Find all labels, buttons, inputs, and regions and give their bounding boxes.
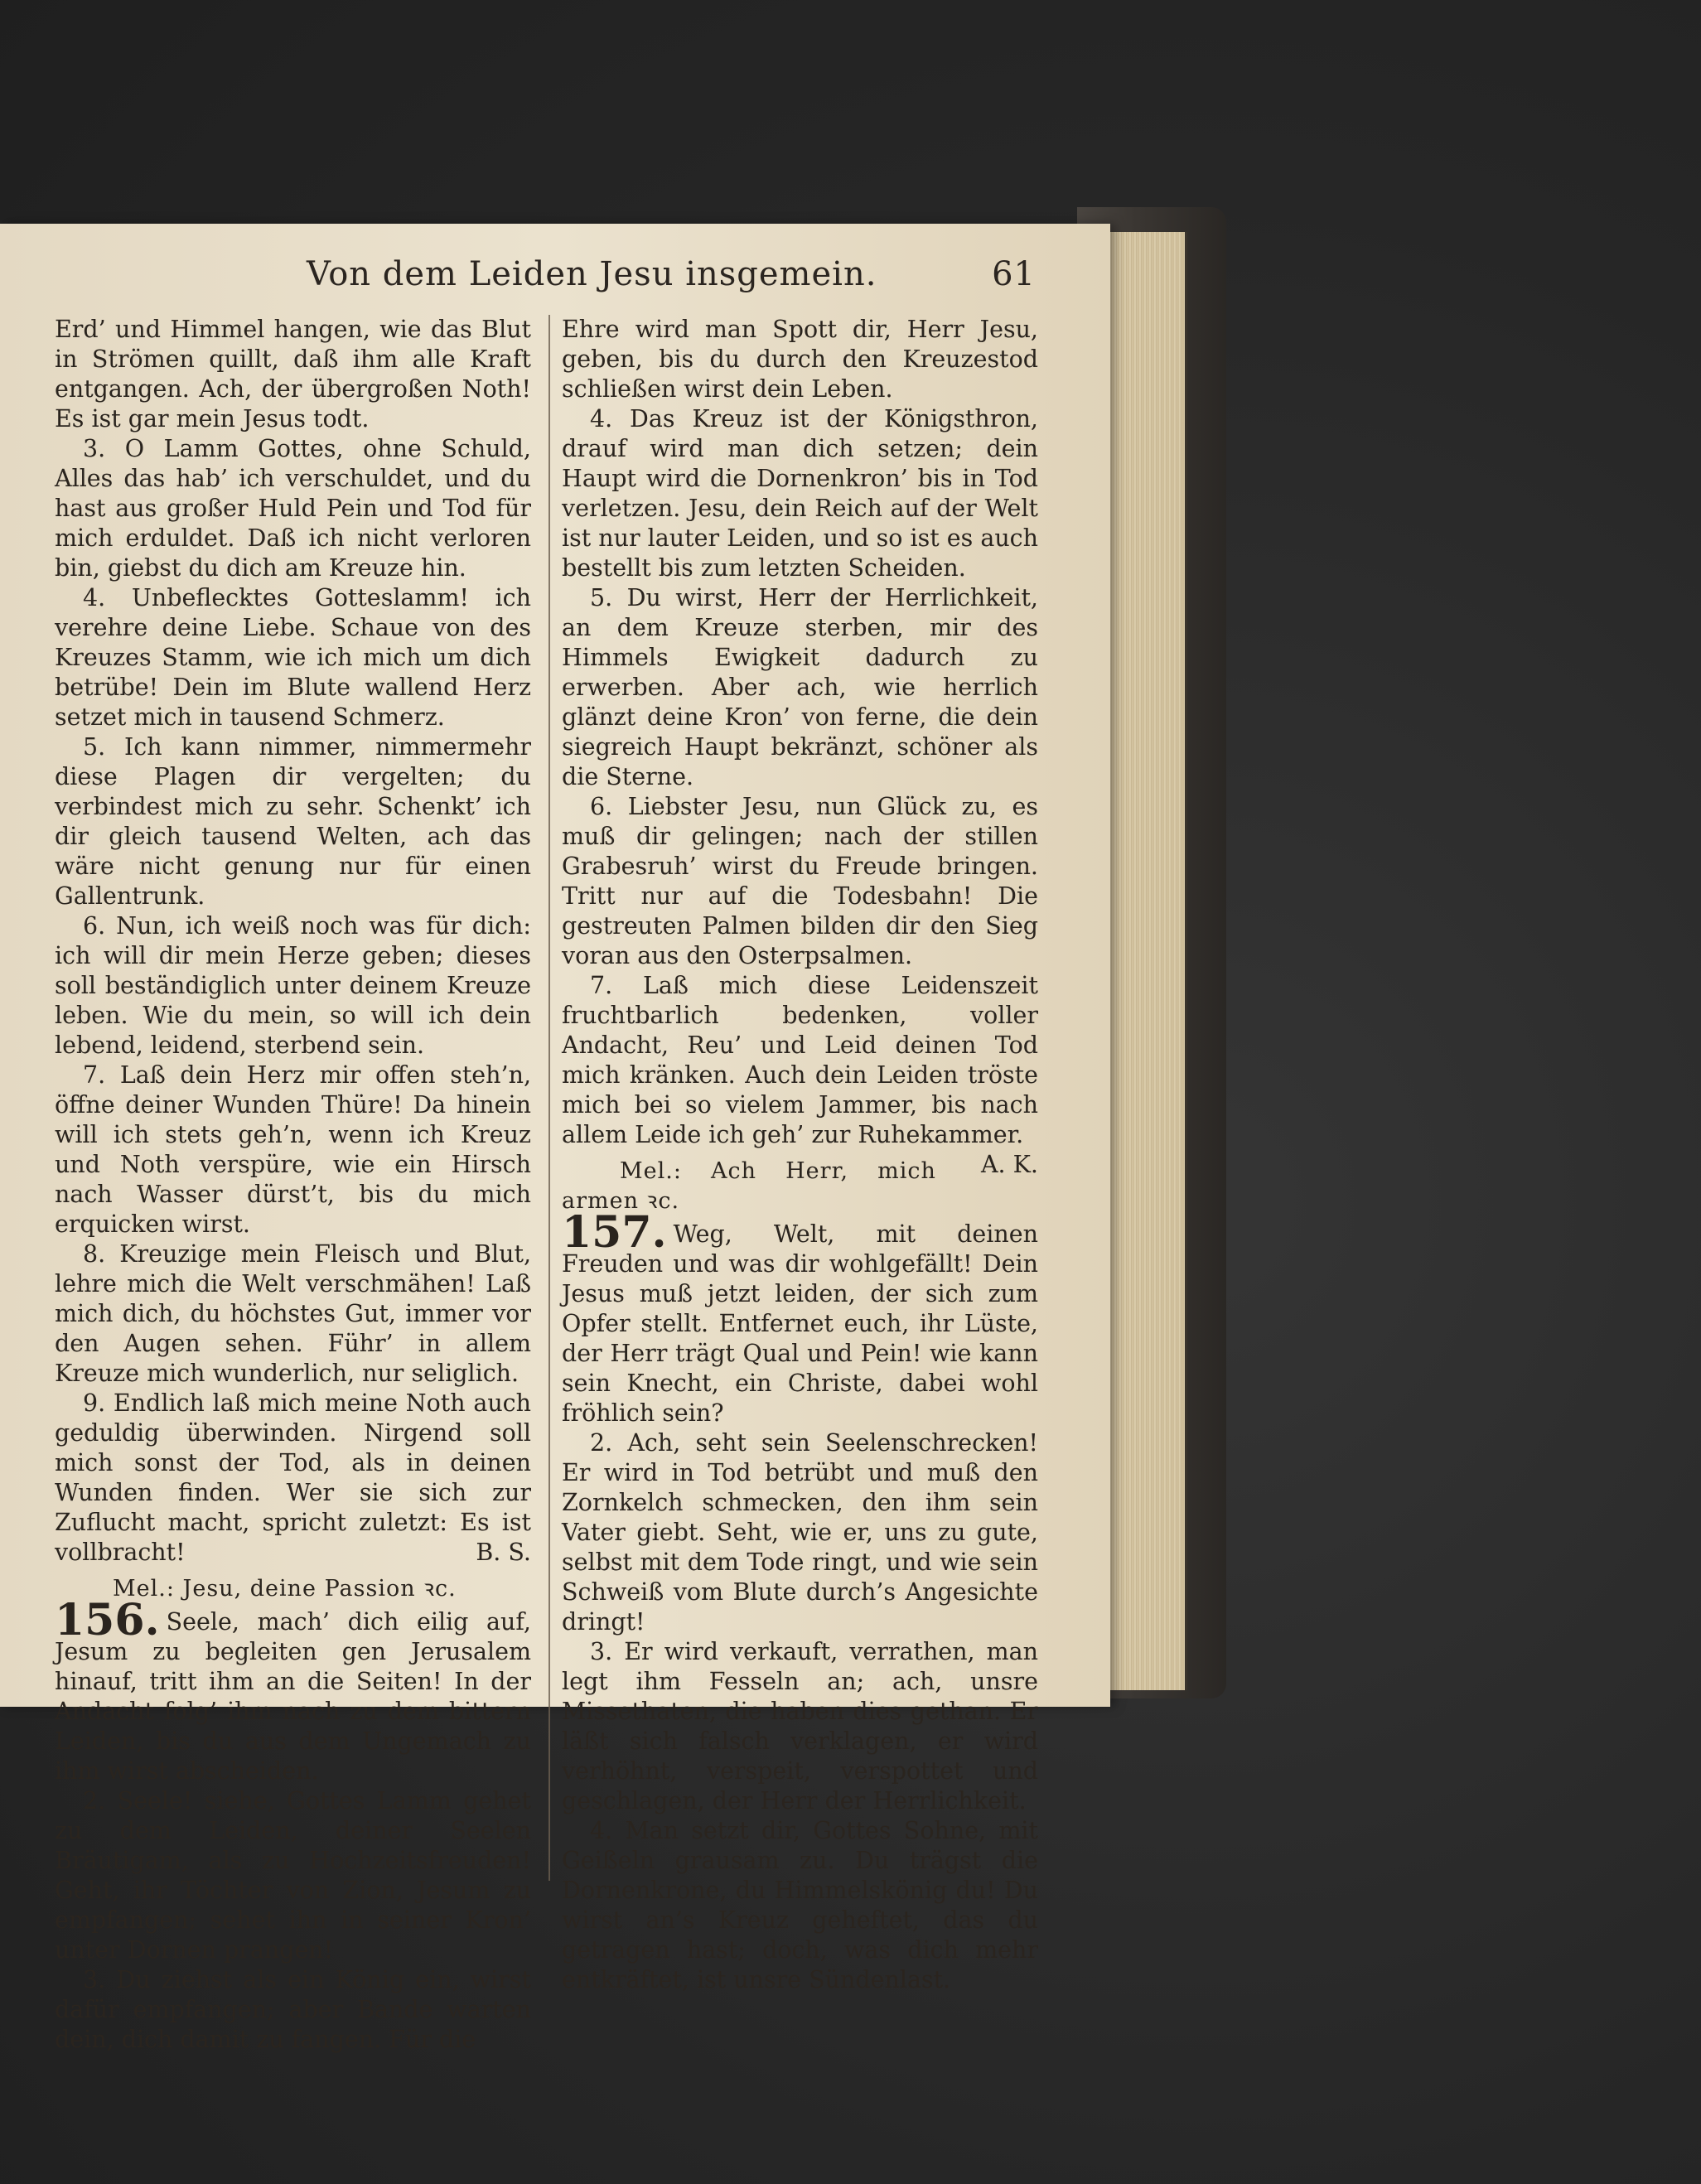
hymn-157-verse-3: 3. Er wird verkauft, verrathen, man legt ihm Fesseln an; ach, unsre Missethaten, die haben dies gethan. Er läßt sich falsch verklagen, er wird verhöhnt, verspeit, verspottet und geschlagen, der Herr der Herrlichkeit. [562, 1638, 1038, 1814]
hymn-156-verse-3: 3. Du ziehst als ein König ein, wirst dafür empfangen; aber Bande warten dein, dich damit zu fangen. Für die [55, 1966, 531, 2053]
author-initials: A. K. [980, 1151, 1038, 1178]
hymn-156-verse-2: 2. Seele! siehe, Gottes Lamm gehet zu dem Leiden, deiner Seelen Bräutigam, als zu Hochzeitsfreuden! Geht, ihr Töchter von Zion, Jesum zu empfangen; sehet ihn in seiner Kron’ unter Dornen prangen! [55, 1787, 531, 1964]
hymn-157-verse-2: 2. Ach, seht sein Seelenschrecken! Er wird in Tod betrübt und muß den Zornkelch schmecken, den ihm sein Vater giebt. Seht, wie er, uns zu gute, selbst mit dem Tode ringt, und wie sein Schweiß vom Blute durch’s Angesichte dringt! [562, 1429, 1038, 1636]
left-column [55, 315, 531, 2055]
book-page [0, 224, 1110, 2053]
author-initials: B. S. [476, 1539, 531, 1566]
verse-5: 5. Ich kann nimmer, nimmermehr diese Plagen dir vergelten; du verbindest mich zu sehr. Schenkt’ ich dir gleich tausend Welten, ach das wäre nicht genung nur für einen Gallentrunk. [55, 733, 531, 910]
verse-4: 4. Das Kreuz ist der Königsthron, drauf wird man dich setzen; dein Haupt wird die Dornenkron’ bis in Tod verletzen. Jesu, dein Reich auf der Welt ist nur lauter Leiden, und so ist es auch bestellt bis zum letzten Scheiden. [562, 405, 1038, 582]
verse-9 [55, 1389, 531, 1568]
verse-7 [562, 971, 1038, 1178]
verse-5: 5. Du wirst, Herr der Herrlichkeit, an dem Kreuze sterben, mir des Himmels Ewigkeit dadurch zu erwerben. Aber ach, wie herrlich glänzt deine Kron’ von ferne, die dein siegreich Haupt bekränzt, schöner als die Sterne. [562, 584, 1038, 790]
hymn-number: 157. [562, 1207, 667, 1258]
verse-4: 4. Unbeflecktes Gotteslamm! ich verehre deine Liebe. Schaue von des Kreuzes Stamm, wie ich mich um dich betrübe! Dein im Blute wallend Herz setzet mich in tausend Schmerz. [55, 584, 531, 731]
verse-9-text: 9. Endlich laß mich meine Noth auch geduldig überwinden. Nirgend soll mich sonst der Tod, als in deinen Wunden finden. Wer sie sich zur Zuflucht macht, spricht zuletzt: Es ist vollbracht! [55, 1389, 531, 1566]
verse-3: 3. O Lamm Gottes, ohne Schuld, Alles das hab’ ich verschuldet, und du hast aus großer Huld Pein und Tod für mich erduldet. Daß ich nicht verloren bin, giebst du dich am Kreuze hin. [55, 435, 531, 582]
hymn-157-verse-4: 4. Man setzt dir, Gottes Sohne, mit Geißeln grausam zu. Du trägst die Dornenkrone, du Himmelskönig du! Du wirst an’s Kreuz geheftet, das du getragen hast; doch, was dich mehr entkräftet, ist unsre Sündenlast. [562, 1817, 1038, 1993]
hymn-157-verse-1 [562, 1207, 1038, 1428]
hymn-156-verse-1 [55, 1595, 531, 1786]
column-divider [548, 315, 550, 1881]
verse-6: 6. Nun, ich weiß noch was für dich: ich will dir mein Herze geben; dieses soll beständiglich unter deinem Kreuze leben. Wie du mein, so will ich dein lebend, leidend, sterbend sein. [55, 912, 531, 1059]
verse-8: 8. Kreuzige mein Fleisch und Blut, lehre mich die Welt verschmähen! Laß mich dich, du höchstes Gut, immer vor den Augen sehen. Führ’ in allem Kreuze mich wunderlich, nur seliglich. [55, 1240, 531, 1387]
verse-6: 6. Liebster Jesu, nun Glück zu, es muß dir gelingen; nach der stillen Grabesruh’ wirst du Freude bringen. Tritt nur auf die Todesbahn! Die gestreuten Palmen bilden dir den Sieg voran aus den Osterpsalmen. [562, 793, 1038, 969]
verse-continuation: Ehre wird man Spott dir, Herr Jesu, geben, bis du durch den Kreuzestod schließen wirst dein Leben. [562, 316, 1038, 403]
running-head-title: Von dem Leiden Jesu insgemein. [307, 255, 877, 293]
verse-continuation: Erd’ und Himmel hangen, wie das Blut in Strömen quillt, daß ihm alle Kraft entgangen. Ach, der übergroßen Noth! Es ist gar mein Jesus todt. [55, 316, 531, 432]
melody-line: Mel.: Ach Herr, mich armen ꝛc. [562, 1158, 936, 1214]
melody-line: Mel.: Jesu, deine Passion ꝛc. [113, 1576, 457, 1602]
verse-7: 7. Laß dein Herz mir offen steh’n, öffne deiner Wunden Thüre! Da hinein will ich stets geh’n, wenn ich Kreuz und Noth verspüre, wie ein Hirsch nach Wasser dürst’t, bis du mich erquicken wirst. [55, 1061, 531, 1238]
hymn-157-verse-1-text: Weg, Welt, mit deinen Freuden und was dir wohlgefällt! Dein Jesus muß jetzt leiden, der sich zum Opfer stellt. Entfernet euch, ihr Lüste, der Herr trägt Qual und Pein! wie kann sein Knecht, ein Christe, dabei wohl fröhlich sein? [562, 1220, 1038, 1427]
page-block-edges [1102, 232, 1187, 1690]
page-number: 61 [992, 255, 1036, 293]
verse-7-text: 7. Laß mich diese Leidenszeit fruchtbarlich bedenken, voller Andacht, Reu’ und Leid deinen Tod mich kränken. Auch dein Leiden tröste mich bei so vielem Jammer, bis nach allem Leide ich geh’ zur Ruhekammer. [562, 972, 1038, 1148]
hymn-156-verse-1-text: Seele, mach’ dich eilig auf, Jesum zu begleiten gen Jerusalem hinauf, tritt ihm an die Seiten! In der Andacht folg’ ihm nach zu dem bittern Leiden, bis du aus dem Ungemach zu ihm wirst abscheiden. [55, 1608, 531, 1785]
running-head [307, 255, 1036, 302]
hymn-number: 156. [55, 1595, 160, 1645]
right-column [562, 315, 1038, 1995]
